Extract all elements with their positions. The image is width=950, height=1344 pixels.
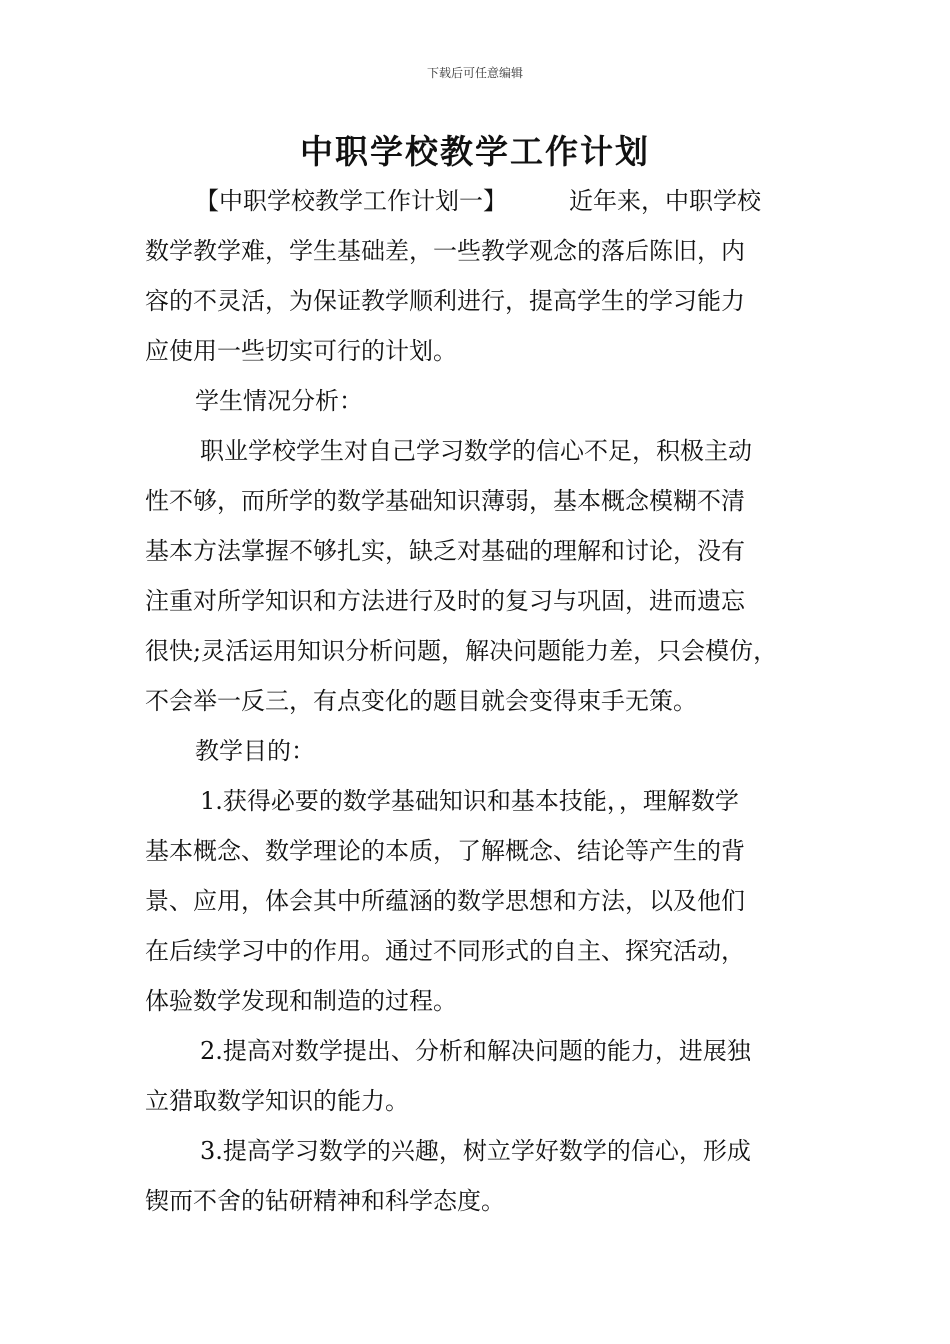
document-title: 中职学校教学工作计划 [300, 132, 650, 171]
goal-2-line-1: 2.提高对数学提出、分析和解决问题的能力，进展独 [200, 1037, 751, 1065]
analysis-line-5: 很快;灵活运用知识分析问题，解决问题能力差，只会模仿， [145, 637, 778, 665]
analysis-line-3: 基本方法掌握不够扎实，缺乏对基础的理解和讨论，没有 [145, 537, 745, 565]
intro-bracket-heading: 【中职学校教学工作计划一】 [195, 187, 507, 215]
intro-line-2: 数学教学难，学生基础差，一些教学观念的落后陈旧，内 [145, 237, 745, 265]
goal-3-line-2: 锲而不舍的钻研精神和科学态度。 [145, 1187, 505, 1215]
analysis-line-4: 注重对所学知识和方法进行及时的复习与巩固，进而遗忘 [145, 587, 745, 615]
document-body [145, 176, 825, 1226]
goal-1-line-4: 在后续学习中的作用。通过不同形式的自主、探究活动， [145, 937, 745, 965]
goal-1-line-2: 基本概念、数学理论的本质，了解概念、结论等产生的背 [145, 837, 745, 865]
goal-1-line-3: 景、应用，体会其中所蕴涵的数学思想和方法，以及他们 [145, 887, 745, 915]
intro-line-3: 容的不灵活，为保证教学顺利进行，提高学生的学习能力 [145, 287, 745, 315]
goal-1-line-1: 1.获得必要的数学基础知识和基本技能，，理解数学 [200, 787, 739, 815]
analysis-line-1: 职业学校学生对自己学习数学的信心不足，积极主动 [200, 437, 752, 465]
goal-2-line-2: 立猎取数学知识的能力。 [145, 1087, 409, 1115]
analysis-line-6: 不会举一反三，有点变化的题目就会变得束手无策。 [145, 687, 697, 715]
analysis-line-2: 性不够，而所学的数学基础知识薄弱，基本概念模糊不清 [145, 487, 745, 515]
goal-1-line-5: 体验数学发现和制造的过程。 [145, 987, 457, 1015]
intro-line-4: 应使用一些切实可行的计划。 [145, 337, 457, 365]
intro-line-1 [145, 176, 825, 226]
intro-text-start: 近年来，中职学校 [569, 187, 761, 215]
goals-heading: 教学目的： [195, 737, 315, 765]
page-header-note: 下载后可任意编辑 [426, 66, 523, 80]
analysis-heading: 学生情况分析： [195, 387, 363, 415]
goal-3-line-1: 3.提高学习数学的兴趣，树立学好数学的信心，形成 [200, 1137, 751, 1165]
